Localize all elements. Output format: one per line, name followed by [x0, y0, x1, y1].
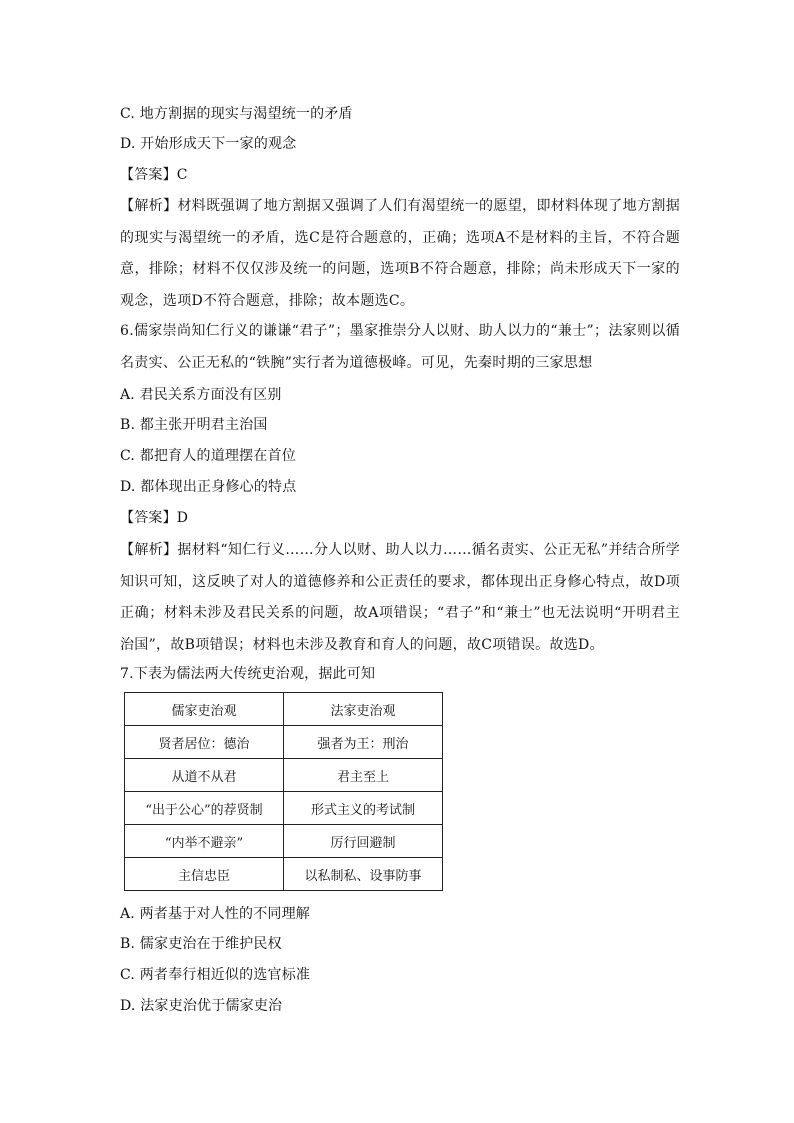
table-row [125, 825, 443, 858]
q6-option-d: D. 都体现出正身修心的特点 [120, 479, 297, 495]
q5-analysis: 【解析】材料既强调了地方割据又强调了人们有渴望统一的愿望，即材料体现了地方割据的现实与渴望统一的矛盾，选C是符合题意的，正确；选项A不是材料的主旨，不符合题意，排除；材料不仅仅涉及统一的问题，选项B不符合题意，排除；尚未形成天下一家的观念，选项D不符合题意，排除；故本题选C。 [120, 198, 680, 309]
table-cell: “出于公心”的荐贤制 [125, 792, 284, 825]
q6-option-c: C. 都把育人的道理摆在首位 [120, 448, 296, 464]
q5-option-d: D. 开始形成天下一家的观念 [120, 136, 297, 152]
q7-option-a: A. 两者基于对人性的不同理解 [120, 906, 311, 922]
table-cell: 形式主义的考试制 [284, 792, 443, 825]
table-cell: 君主至上 [284, 759, 443, 792]
table-cell: 从道不从君 [125, 759, 284, 792]
table-cell: 厉行回避制 [284, 825, 443, 858]
q6-stem: 6.儒家崇尚知仁行义的谦谦“君子”；墨家推崇分人以财、助人以力的“兼士”；法家则以循名责实、公正无私的“铁腕”实行者为道德极峰。可见，先秦时期的三家思想 [120, 323, 680, 371]
table-row [125, 858, 443, 891]
table-cell: 主信忠臣 [125, 858, 284, 891]
table-header-cell: 法家吏治观 [284, 693, 443, 726]
q6-analysis: 【解析】据材料“知仁行义……分人以财、助人以力……循名责实、公正无私”并结合所学知识可知，这反映了对人的道德修养和公正责任的要求，都体现出正身修心特点，故D项正确；材料未涉及君民关系的问题，故A项错误；“君子”和“兼士”也无法说明“开明君主治国”，故B项错误；材料也未涉及教育和育人的问题，故C项错误。故选D。 [120, 542, 680, 653]
q7-option-d: D. 法家吏治优于儒家吏治 [120, 998, 283, 1014]
q5-option-c: C. 地方割据的现实与渴望统一的矛盾 [120, 106, 353, 122]
table-cell: 贤者居位：德治 [125, 726, 284, 759]
table-row [125, 792, 443, 825]
q6-option-a: A. 君民关系方面没有区别 [120, 387, 282, 403]
q7-option-c: C. 两者奉行相近似的选官标准 [120, 967, 311, 983]
table-header-cell: 儒家吏治观 [125, 693, 284, 726]
q5-answer: 【答案】C [120, 167, 188, 183]
q7-option-b: B. 儒家吏治在于维护民权 [120, 936, 282, 952]
q6-option-b: B. 都主张开明君主治国 [120, 417, 268, 433]
table-row [125, 759, 443, 792]
comparison-table [124, 692, 443, 891]
q7-stem: 7.下表为儒法两大传统吏治观，据此可知 [120, 666, 376, 682]
table-row [125, 726, 443, 759]
table-cell: 以私制私、设事防事 [284, 858, 443, 891]
q6-answer: 【答案】D [120, 510, 189, 526]
table-header-row [125, 693, 443, 726]
table-cell: “内举不避亲” [125, 825, 284, 858]
table-cell: 强者为王：刑治 [284, 726, 443, 759]
